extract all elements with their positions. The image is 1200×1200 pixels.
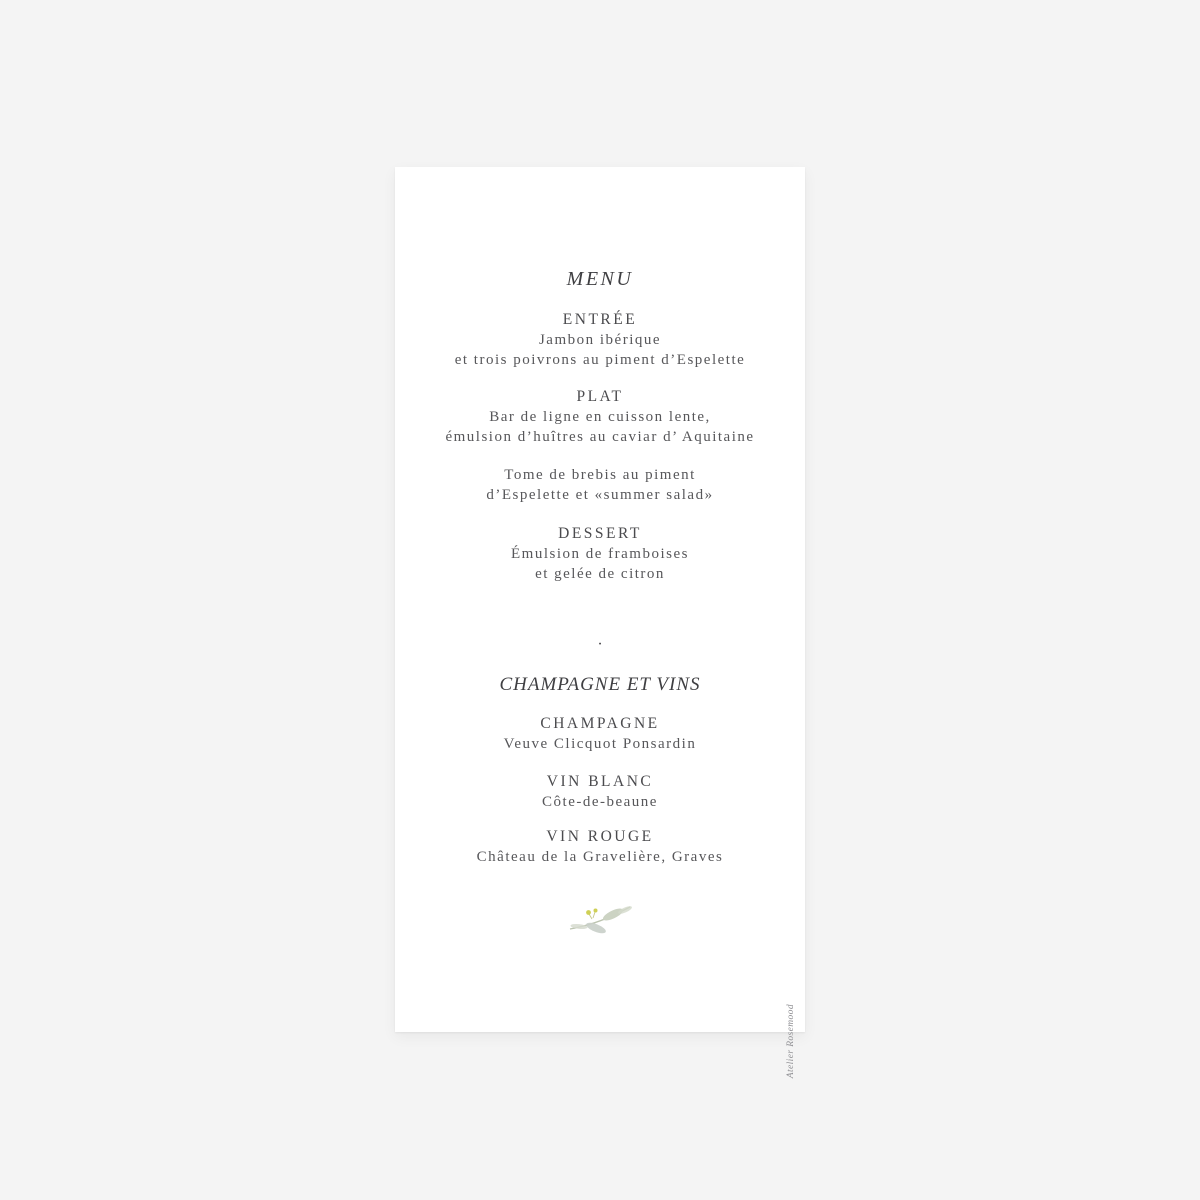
course-line: et trois poivrons au piment d’Espelette [454, 352, 746, 368]
wine-line: Veuve Clicquot Ponsardin [503, 736, 697, 752]
course-line: et gelée de citron [535, 566, 665, 582]
course-line: Jambon ibérique [538, 332, 662, 348]
brand-watermark: Atelier Rosemood [786, 1004, 796, 1079]
menu-title: MENU [566, 268, 634, 290]
course-heading: ENTRÉE [562, 311, 638, 328]
course-section-dessert [395, 524, 805, 584]
course-section-plat [395, 387, 805, 447]
course-line: Bar de ligne en cuisson lente, [489, 409, 711, 425]
course-section-entree [395, 310, 805, 370]
course-line: Tome de brebis au piment [504, 467, 696, 483]
wine-heading: VIN ROUGE [546, 828, 654, 845]
olive-branch-icon [568, 903, 632, 937]
wine-heading: CHAMPAGNE [540, 715, 660, 732]
wine-section-vin-rouge [395, 827, 805, 867]
wine-line: Côte-de-beaune [542, 794, 658, 810]
wine-section-champagne [395, 714, 805, 754]
course-heading: PLAT [576, 388, 624, 405]
wine-line: Château de la Gravelière, Graves [476, 849, 724, 865]
course-line: Émulsion de framboises [511, 546, 689, 562]
course-section-fromage [395, 465, 805, 505]
section-separator-dot: · [597, 636, 603, 653]
course-line: émulsion d’huîtres au caviar d’ Aquitaine [445, 429, 755, 445]
course-line: d’Espelette et «summer salad» [486, 487, 714, 503]
course-heading: DESSERT [558, 525, 642, 542]
wine-title: CHAMPAGNE ET VINS [499, 674, 701, 695]
wine-section-vin-blanc [395, 772, 805, 812]
wine-heading: VIN BLANC [546, 773, 654, 790]
menu-card [395, 167, 805, 1079]
